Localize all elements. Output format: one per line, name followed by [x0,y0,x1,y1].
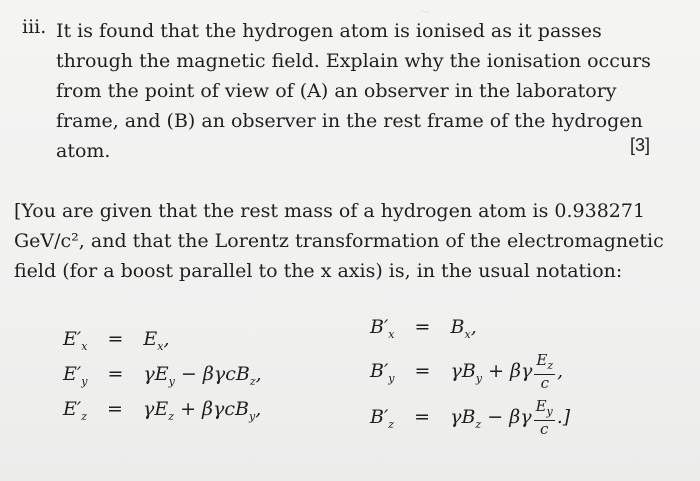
equation-bx-rhs: $B_x$, [450,316,477,341]
equation-bx: $B'_x = B_x$, [370,316,477,341]
equation-ez: $E'_z = \gamma E_z + \beta\gamma cB_y$, [63,398,262,423]
question-text: It is found that the hydrogen atom is ionised as it passes through the magnetic field. Explain why the ionisation occurs from the point of view of (A) an observer in the laboratory frame, and (B) an observer in the rest frame of the hydrogen atom. [56,20,651,162]
question-label: iii. [22,16,47,38]
equation-ez-rhs: $\gamma E_z + \beta\gamma cB_y$, [143,398,262,423]
question-marks: [3] [630,135,651,155]
equation-ey-lhs: $E'_y$ [63,363,88,388]
equation-ex-lhs: $E'_x$ [63,328,88,353]
equation-by-rhs: $\gamma B_y + \beta\gamma$ $\frac{E_z}{c}$ , [450,351,564,392]
equation-by-lhs: $B'_y$ [370,360,395,385]
equation-bz-rhs: $\gamma B_z - \beta\gamma$ $\frac{E_y}{c}$ .] [450,397,571,438]
equation-bz: $B'_z = \gamma B_z - \beta\gamma$ $\frac{E_y}{c}$ .] [370,397,571,438]
bleed-through-text: ~ [420,4,429,21]
equation-ey: $E'_y = \gamma E_y - \beta\gamma cB_z$, [63,363,262,388]
equation-ez-lhs: $E'_z$ [63,398,87,423]
equation-ex-rhs: $E_x$, [143,328,170,353]
equation-ey-rhs: $\gamma E_y - \beta\gamma cB_z$, [143,363,262,388]
equation-ex: $E'_x = E_x$, [63,328,170,353]
given-text: [You are given that the rest mass of a hydrogen atom is 0.938271 GeV/c², and that the Lorentz transformation of the electromagnetic field (for a boost parallel to the x axis) is, in the usual notation: [14,200,664,282]
equation-bx-lhs: $B'_x$ [370,316,395,341]
equation-by: $B'_y = \gamma B_y + \beta\gamma$ $\frac{E_z}{c}$ , [370,351,564,392]
equation-bz-lhs: $B'_z$ [370,406,395,431]
